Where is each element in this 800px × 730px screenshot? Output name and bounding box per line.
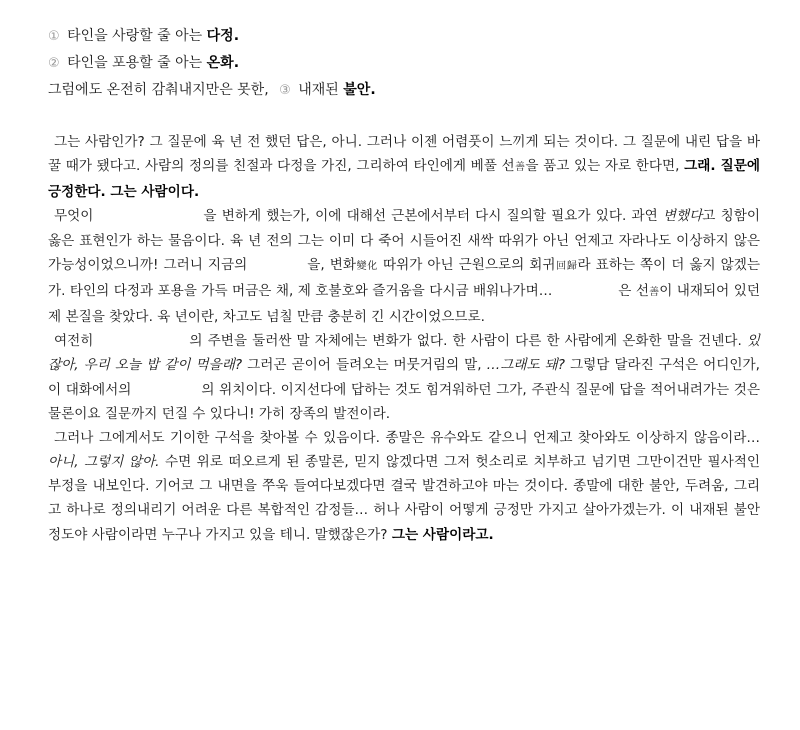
intro-line-2 [48,53,768,80]
p1-text-a: 그는 사람인가? 그 질문에 육 년 전 했던 답은, 아니. 그러나 이젠 어렴풋이 느끼게 되는 것이다. 그 질문에 내린 답을 바꿀 때가 됐다고. 사람의 정의를 친절과 다정을 가진, 그리하여 타인에게 베풀 선 [48,134,760,175]
circled-number-2: ② [48,56,60,71]
p4-bold-conclusion: 그는 사람이라고. [391,526,494,543]
p2-text-d: 을, 변화 [307,256,356,273]
p2-text-e: 따위가 아닌 근원으로의 회귀 [377,256,556,273]
intro-line-3-keyword: 불안. [343,82,376,98]
p2-text-c: 고 칭함이 옳은 표현인가 하는 물음이다. 육 년 전의 그는 이미 다 죽어 시들어진 새싹 따위가 아닌 언제고 자라나도 이상하지 않은 가능성이었으니까! 그러니 지금의 [48,208,760,273]
p2-emphasis: 변했다 [662,208,703,225]
paragraph-1 [48,130,760,204]
circled-number-3: ③ [279,83,291,98]
p2-text-b: 을 변하게 했는가, 이에 대해선 근본에서부터 다시 질의할 필요가 있다. 과연 [203,208,663,225]
intro-line-1-keyword: 다정. [206,28,240,44]
p2-hanja-3: 善 [649,286,660,298]
p1-hanja: 善 [514,162,526,174]
p3-emphasis-1: 있잖아, 우리 오늘 밥 같이 먹을래? [48,333,760,374]
p3-text-e: 의 위치이다. 이지선다에 답하는 것도 힘겨워하던 그가, 주관식 질문에 답을 적어내려가는 것은 물론이요 질문까지 던질 수 있다니! 가히 장족의 발전이라. [48,381,760,422]
p2-text-h: 이 내재되어 있던 제 본질을 찾았다. 육 년이란, 차고도 넘칠 만큼 충분히 긴 시간이었으므로. [48,282,760,326]
p2-hanja-2: 回歸 [555,260,578,272]
p2-text-a: 무엇이 [54,208,94,225]
intro-line-2-text: 타인을 포용할 줄 아는 [67,55,207,71]
p3-emphasis-2: …그래도 돼? [486,357,565,374]
p4-emphasis: 아니, 그렇지 않아. [48,454,160,471]
intro-line-3-text: 그럼에도 온전히 감춰내지만은 못한, [48,82,274,98]
essay-body [48,130,760,547]
paragraph-2 [48,204,760,329]
p3-text-b: 의 주변을 둘러싼 말 자체에는 변화가 없다. 한 사람이 다른 한 사람에게 온화한 말을 건넨다. [189,333,747,350]
intro-line-3 [48,80,768,107]
p3-text-a: 여전히 [54,333,94,350]
intro-list [48,26,768,107]
circled-number-1: ① [48,29,60,44]
p3-text-d: 그렇담 달라진 구석은 어디인가, 이 대화에서의 [48,357,760,398]
intro-line-1 [48,26,768,53]
p2-text-g: 은 선 [618,282,649,299]
p2-hanja-1: 變化 [355,260,378,272]
p3-text-c: 그러곤 곧이어 들려오는 머뭇거림의 말, [242,357,487,374]
p1-text-b: 을 품고 있는 자로 한다면, [525,158,685,175]
p4-text-b: 수면 위로 떠오르게 된 종말론, 믿지 않겠다면 그저 헛소리로 치부하고 넘기면 그만이건만 필사적인 부정을 내보인다. 기어코 그 내면을 쭈욱 들여다보겠다면 결국 발견하고야 마는 것이다. 종말에 대한 불안, 두려움, 그리고 하나로 정의내리기 어려운 다른 복합적인 감정들… 허나 사람이 어떻게 긍정만 가지고 살아가겠는가. 이 내재된 불안 정도야 사람이라면 누구나 가지고 있을 테니. 말했잖은가? [48,454,760,543]
paragraph-3 [48,329,760,426]
p1-bold-conclusion: 그래. 질문에 긍정한다. 그는 사람이다. [48,158,760,201]
paragraph-4 [48,426,760,547]
intro-line-3-text2: 내재된 [293,82,344,98]
p4-text-a: 그러나 그에게서도 기이한 구석을 찾아볼 수 있음이다. 종말은 유수와도 같으니 언제고 찾아와도 이상하지 않음이라… [54,429,760,446]
p2-text-f: 라 표하는 쪽이 더 옳지 않겠는가. 타인의 다정과 포용을 가득 머금은 채, 제 호불호와 즐거움을 다시금 배워나가며… [48,256,761,299]
intro-line-1-text: 타인을 사랑할 줄 아는 [67,28,207,44]
intro-line-2-keyword: 온화. [206,55,240,71]
